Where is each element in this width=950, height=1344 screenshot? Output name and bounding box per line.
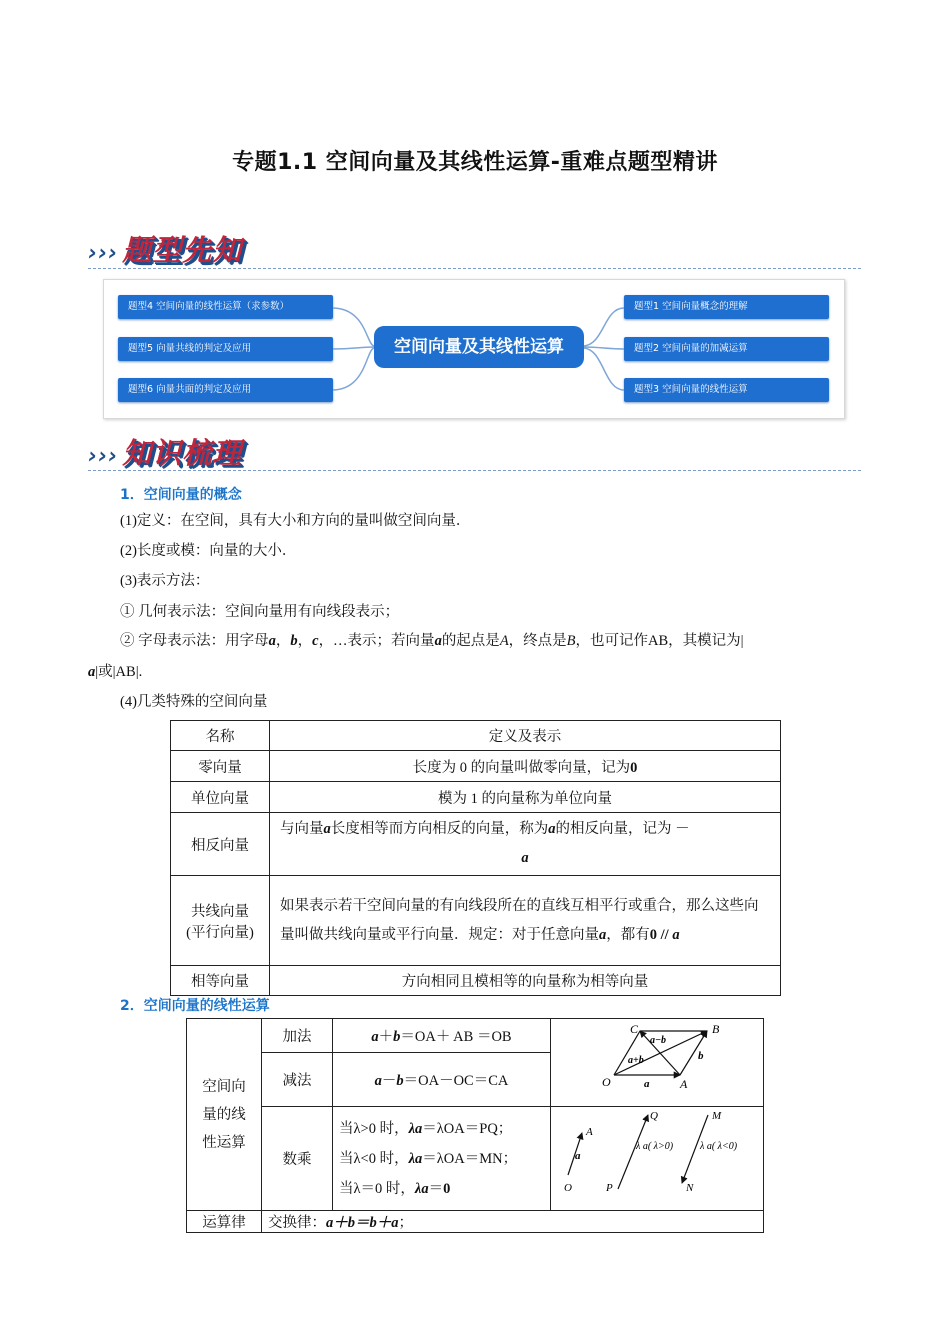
text: ，…表示；若向量 bbox=[318, 633, 435, 649]
label-lambda-pos: λ a( λ>0) bbox=[636, 1141, 674, 1152]
text: b bbox=[396, 1072, 404, 1089]
paragraph-geometric: ① 几何表示法：空间向量用有向线段表示； bbox=[120, 604, 400, 620]
paragraph-letter: ② 字母表示法：用字母a，b，c，…表示；若向量a的起点是A，终点是B，也可记作AB，其模记为| bbox=[120, 633, 744, 649]
label-p: P bbox=[606, 1182, 613, 1194]
divider bbox=[88, 268, 861, 269]
text: 长度相等而方向相反的向量，称为 bbox=[330, 821, 549, 837]
label-a: A bbox=[680, 1077, 688, 1091]
text: a bbox=[374, 1072, 382, 1089]
mind-map-node-type1: 题型1 空间向量概念的理解 bbox=[624, 295, 829, 319]
paragraph-special: (4)几类特殊的空间向量 bbox=[120, 694, 268, 710]
table-cell bbox=[333, 1052, 551, 1106]
table-cell: 加法 bbox=[262, 1019, 333, 1053]
text: 与向量 bbox=[280, 821, 324, 837]
text: － bbox=[381, 1072, 397, 1089]
label-lambda-neg: λ a( λ<0) bbox=[700, 1141, 738, 1152]
text: ＝OA＋ AB ＝OB bbox=[400, 1028, 512, 1045]
table-cell: 相反向量 bbox=[171, 813, 270, 876]
table-cell bbox=[187, 1019, 262, 1211]
text: ，终点是 bbox=[508, 633, 567, 649]
figure-cell-add-sub bbox=[551, 1019, 764, 1107]
table-cell: 模为 1 的向量称为单位向量 bbox=[270, 782, 781, 813]
text: λa bbox=[408, 1120, 423, 1137]
mind-map-node-type2: 题型2 空间向量的加减运算 bbox=[624, 337, 829, 361]
text: ＝OA－OC＝CA bbox=[403, 1072, 509, 1089]
text: λa bbox=[414, 1180, 429, 1197]
text: a bbox=[371, 1028, 379, 1045]
table-cell bbox=[262, 1211, 764, 1233]
mind-map-node-type4: 题型4 空间向量的线性运算（求参数） bbox=[118, 295, 333, 319]
label-a-plus-b: a+b bbox=[628, 1055, 644, 1066]
label-o: O bbox=[564, 1182, 572, 1194]
linear-operations-table bbox=[186, 1018, 764, 1233]
text: ＝λOA＝PQ； bbox=[422, 1120, 513, 1137]
label-o: O bbox=[602, 1075, 611, 1089]
label-vec-b: b bbox=[698, 1050, 704, 1062]
divider bbox=[88, 470, 861, 471]
section-heading-concept: 1．空间向量的概念 bbox=[120, 487, 242, 503]
banner-knowledge bbox=[88, 431, 242, 475]
banner-question-types bbox=[88, 228, 242, 272]
page-title: 专题1.1 空间向量及其线性运算-重难点题型精讲 bbox=[232, 150, 718, 175]
table-cell bbox=[270, 813, 781, 876]
vector-a: a bbox=[268, 633, 276, 649]
paragraph-length: (2)长度或模：向量的大小． bbox=[120, 543, 297, 559]
mind-map-center: 空间向量及其线性运算 bbox=[374, 326, 584, 368]
label-n: N bbox=[686, 1182, 694, 1194]
table-cell: 零向量 bbox=[171, 751, 270, 782]
table-cell: 长度为 0 的向量叫做零向量，记为0 bbox=[270, 751, 781, 782]
text: 0 // bbox=[649, 926, 673, 943]
banner-arrows: ››› bbox=[88, 444, 119, 469]
table-cell bbox=[333, 1107, 551, 1211]
parallelogram-figure bbox=[552, 1019, 762, 1101]
label-vec-a: a bbox=[575, 1150, 581, 1162]
table-cell: 相等向量 bbox=[171, 966, 270, 996]
banner-title: 题型先知 bbox=[122, 233, 243, 267]
text: 长度为 0 的向量叫做零向量，记为 bbox=[412, 759, 631, 776]
text: (平行向量) bbox=[186, 924, 254, 941]
text: λa bbox=[408, 1150, 423, 1167]
table-cell: 运算律 bbox=[187, 1211, 262, 1233]
vector-a: a bbox=[672, 926, 680, 943]
table-cell: 减法 bbox=[262, 1052, 333, 1106]
label-vec-a: a bbox=[644, 1078, 650, 1090]
paragraph-representation: (3)表示方法： bbox=[120, 573, 210, 589]
vector-a: a bbox=[548, 821, 556, 837]
mind-map-node-type3: 题型3 空间向量的线性运算 bbox=[624, 378, 829, 402]
text: 交换律： bbox=[268, 1215, 326, 1231]
text: b bbox=[393, 1028, 401, 1045]
table-header: 名称 bbox=[171, 721, 270, 751]
text: ； bbox=[398, 1215, 413, 1231]
text: 共线向量 bbox=[191, 903, 249, 920]
vector-a: a bbox=[434, 633, 442, 649]
table-cell bbox=[270, 876, 781, 966]
text: ＝λOA＝MN； bbox=[422, 1150, 518, 1167]
label-a-minus-b: a−b bbox=[650, 1035, 667, 1046]
table-cell bbox=[333, 1019, 551, 1053]
figure-cell-scalar bbox=[551, 1107, 764, 1211]
table-cell: 单位向量 bbox=[171, 782, 270, 813]
text: 当λ＝0 时， bbox=[339, 1180, 415, 1197]
text: 如果表示若干空间向量的有向线段所在的直线互相平行或重合，那么这些向量叫做共线向量或平行向量．规定：对于任意向量 bbox=[280, 897, 759, 943]
banner-title: 知识梳理 bbox=[122, 436, 243, 470]
text: ＋ bbox=[378, 1028, 394, 1045]
text: 当λ<0 时， bbox=[339, 1150, 409, 1167]
text: 0 bbox=[443, 1180, 451, 1197]
label-a: A bbox=[586, 1126, 593, 1138]
mind-map-node-type6: 题型6 向量共面的判定及应用 bbox=[118, 378, 333, 402]
section-heading-operations: 2．空间向量的线性运算 bbox=[120, 998, 270, 1014]
scalar-multiplication-figure bbox=[552, 1107, 762, 1205]
label-q: Q bbox=[650, 1110, 658, 1122]
text: 的相反向量，记为 － bbox=[555, 821, 690, 837]
point-b: B bbox=[566, 633, 576, 649]
table-cell: 方向相同且模相等的向量称为相等向量 bbox=[270, 966, 781, 996]
vector-a: a bbox=[521, 850, 529, 866]
table-header: 定义及表示 bbox=[270, 721, 781, 751]
table-cell bbox=[171, 876, 270, 966]
table-cell: 数乘 bbox=[262, 1107, 333, 1211]
text: ＝ bbox=[428, 1180, 444, 1197]
banner-arrows: ››› bbox=[88, 241, 119, 266]
text: ，也可记作AB，其模记为| bbox=[575, 633, 744, 649]
point-a: A bbox=[499, 633, 509, 649]
vector-a: a bbox=[599, 926, 607, 943]
vector-a: a bbox=[88, 664, 96, 680]
text: 空间向量的线性运算 bbox=[202, 1078, 246, 1151]
text: ② 字母表示法：用字母 bbox=[120, 633, 269, 649]
vector-a: a bbox=[323, 821, 331, 837]
label-b: B bbox=[712, 1022, 720, 1036]
mind-map bbox=[103, 279, 845, 419]
mind-map-node-type5: 题型5 向量共线的判定及应用 bbox=[118, 337, 333, 361]
vector-b: b bbox=[290, 633, 298, 649]
text: a＋b＝b＋a bbox=[326, 1215, 399, 1231]
paragraph-definition: (1)定义：在空间，具有大小和方向的量叫做空间向量． bbox=[120, 513, 471, 529]
vector-c: c bbox=[312, 633, 319, 649]
label-c: C bbox=[630, 1022, 639, 1036]
text: 当λ>0 时， bbox=[339, 1120, 409, 1137]
text: 的起点是 bbox=[441, 633, 500, 649]
label-m: M bbox=[712, 1110, 722, 1122]
special-vectors-table bbox=[170, 720, 781, 996]
text: ，都有 bbox=[606, 926, 650, 943]
text: |或|AB|. bbox=[95, 664, 143, 680]
paragraph-letter-cont bbox=[88, 663, 142, 681]
